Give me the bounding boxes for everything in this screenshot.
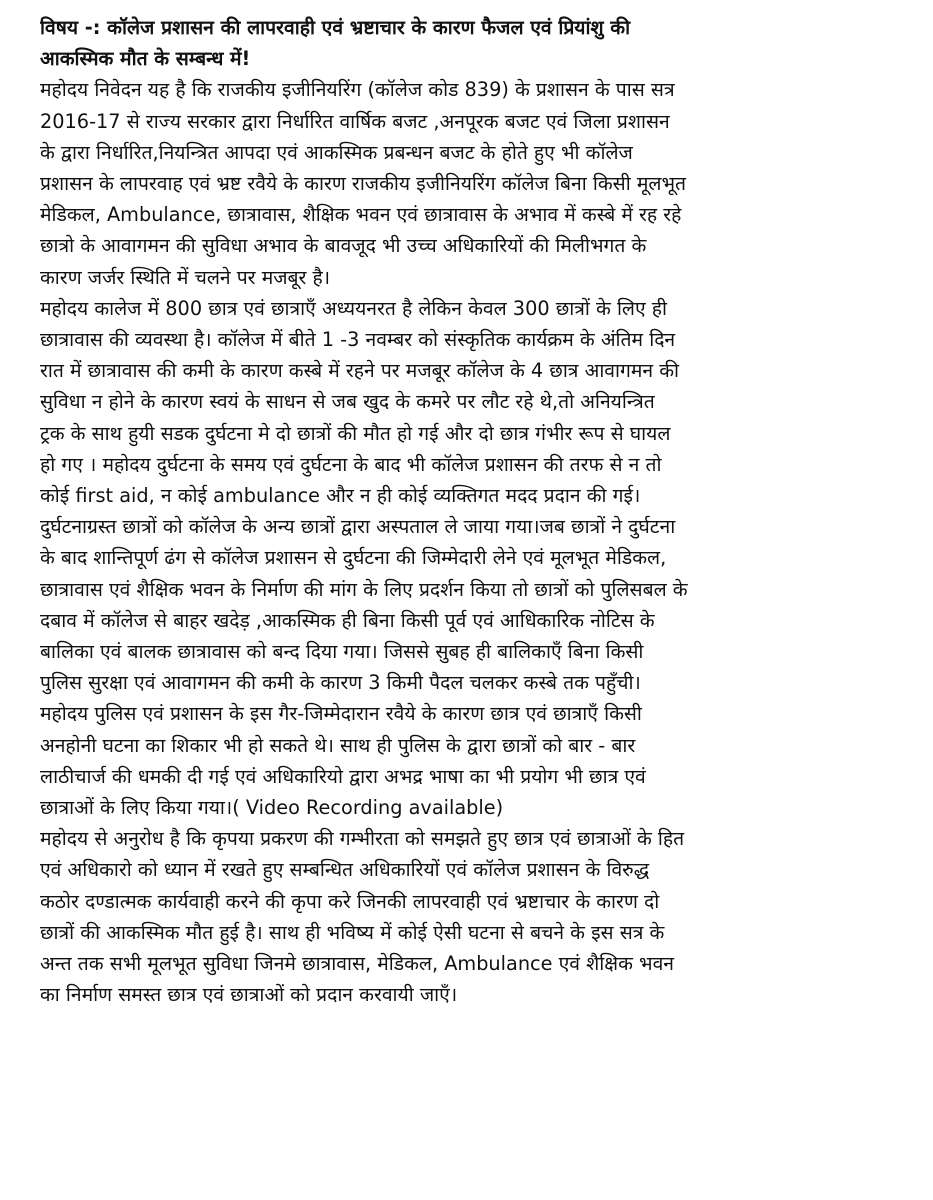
text-line: महोदय कालेज में 800 छात्र एवं छात्राएँ अध्ययनरत है लेकिन केवल 300 छात्रों के लिए ही bbox=[40, 296, 668, 320]
text-line: ट्रक के साथ हुयी सडक दुर्घटना मे दो छात्रों की मौत हो गई और दो छात्र गंभीर रूप से घायल bbox=[40, 421, 671, 445]
text-line: अन्त तक सभी मूलभूत सुविधा जिनमे छात्रावास, मेडिकल, Ambulance एवं शैक्षिक भवन bbox=[40, 952, 674, 976]
text-line: महोदय पुलिस एवं प्रशासन के इस गैर-जिम्मेदारान रवैये के कारण छात्र एवं छात्राएँ किसी bbox=[40, 702, 642, 726]
text-line: पुलिस सुरक्षा एवं आवागमन की कमी के कारण 3 किमी पैदल चलकर कस्बे तक पहुँची। bbox=[40, 671, 641, 695]
text-line: सुविधा न होने के कारण स्वयं के साधन से जब खुद के कमरे पर लौट रहे थे,तो अनियन्त्रित bbox=[40, 390, 655, 414]
text-line: दुर्घटनाग्रस्त छात्रों को कॉलेज के अन्य छात्रों द्वारा अस्पताल ले जाया गया।जब छात्रों ने दुर्घटना bbox=[40, 515, 676, 539]
subject-line: आकस्मिक मौत के सम्बन्ध में! bbox=[40, 47, 251, 71]
text-line: हो गए । महोदय दुर्घटना के समय एवं दुर्घटना के बाद भी कॉलेज प्रशासन की तरफ से न तो bbox=[40, 452, 662, 476]
text-line: रात में छात्रावास की कमी के कारण कस्बे में रहने पर मजबूर कॉलेज के 4 छात्र आवागमन की bbox=[40, 359, 680, 383]
text-line: कारण जर्जर स्थिति में चलने पर मजबूर है। bbox=[40, 265, 331, 289]
text-line: प्रशासन के लापरवाह एवं भ्रष्ट रवैये के कारण राजकीय इजीनियरिंग कॉलेज बिना किसी मूलभूत bbox=[40, 172, 686, 196]
paragraph-incident bbox=[40, 293, 895, 823]
text-line: छात्रावास की व्यवस्था है। कॉलेज में बीते 1 -3 नवम्बर को संस्कृतिक कार्यक्रम के अंतिम दिन bbox=[40, 328, 676, 352]
text-line: अनहोनी घटना का शिकार भी हो सकते थे। साथ ही पुलिस के द्वारा छात्रों को बार - बार bbox=[40, 733, 636, 757]
text-line: छात्राओं के लिए किया गया।( Video Recording available) bbox=[40, 796, 504, 820]
text-line: महोदय से अनुरोध है कि कृपया प्रकरण की गम्भीरता को समझते हुए छात्र एवं छात्राओं के हित bbox=[40, 827, 685, 851]
subject-heading bbox=[40, 12, 895, 74]
text-line: कठोर दण्डात्मक कार्यवाही करने की कृपा करे जिनकी लापरवाही एवं भ्रष्टाचार के कारण दो bbox=[40, 889, 660, 913]
text-line: बालिका एवं बालक छात्रावास को बन्द दिया गया। जिससे सुबह ही बालिकाएँ बिना किसी bbox=[40, 640, 644, 664]
text-line: छात्रावास एवं शैक्षिक भवन के निर्माण की मांग के लिए प्रदर्शन किया तो छात्रों को पुलिसबल के bbox=[40, 577, 688, 601]
paragraph-budget bbox=[40, 74, 895, 292]
text-line: एवं अधिकारो को ध्यान में रखते हुए सम्बन्धित अधिकारियों एवं कॉलेज प्रशासन के विरुद्ध bbox=[40, 858, 650, 882]
text-line: महोदय निवेदन यह है कि राजकीय इजीनियरिंग (कॉलेज कोड 839) के प्रशासन के पास सत्र bbox=[40, 78, 675, 102]
text-line: छात्रो के आवागमन की सुविधा अभाव के बावजूद भी उच्च अधिकारियों की मिलीभगत के bbox=[40, 234, 647, 258]
text-line: के द्वारा निर्धारित,नियन्त्रित आपदा एवं आकस्मिक प्रबन्धन बजट के होते हुए भी कॉलेज bbox=[40, 140, 633, 164]
text-line: छात्रों की आकस्मिक मौत हुई है। साथ ही भविष्य में कोई ऐसी घटना से बचने के इस सत्र के bbox=[40, 920, 665, 944]
text-line: कोई first aid, न कोई ambulance और न ही कोई व्यक्तिगत मदद प्रदान की गई। bbox=[40, 484, 641, 508]
subject-line: विषय -: कॉलेज प्रशासन की लापरवाही एवं भ्रष्टाचार के कारण फैजल एवं प्रियांशु की bbox=[40, 16, 631, 39]
text-line: का निर्माण समस्त छात्र एवं छात्राओं को प्रदान करवायी जाएँ। bbox=[40, 983, 458, 1007]
text-line: लाठीचार्ज की धमकी दी गई एवं अधिकारियो द्वारा अभद्र भाषा का भी प्रयोग भी छात्र एवं bbox=[40, 764, 646, 788]
text-line: 2016-17 से राज्य सरकार द्वारा निर्धारित वार्षिक बजट ,अनपूरक बजट एवं जिला प्रशासन bbox=[40, 109, 670, 133]
text-line: दबाव में कॉलेज से बाहर खदेड़ ,आकस्मिक ही बिना किसी पूर्व एवं आधिकारिक नोटिस के bbox=[40, 608, 655, 632]
text-line: मेडिकल, Ambulance, छात्रावास, शैक्षिक भवन एवं छात्रावास के अभाव में कस्बे में रह रहे bbox=[40, 203, 682, 227]
text-line: के बाद शान्तिपूर्ण ढंग से कॉलेज प्रशासन से दुर्घटना की जिम्मेदारी लेने एवं मूलभूत मेडिकल, bbox=[40, 546, 667, 570]
paragraph-request bbox=[40, 823, 895, 1010]
